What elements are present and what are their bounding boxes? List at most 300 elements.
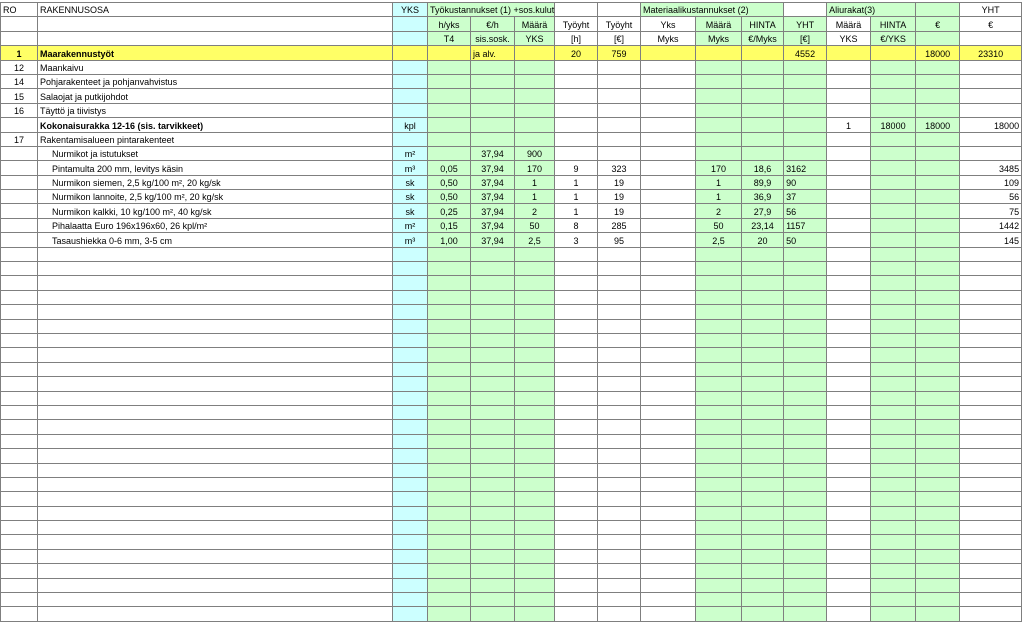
empty-cell[interactable]: [960, 377, 1022, 391]
empty-cell[interactable]: [555, 391, 598, 405]
empty-cell[interactable]: [515, 305, 555, 319]
empty-cell[interactable]: [38, 521, 393, 535]
empty-cell[interactable]: [641, 535, 696, 549]
empty-cell[interactable]: [515, 262, 555, 276]
empty-cell[interactable]: [515, 362, 555, 376]
empty-cell[interactable]: [916, 564, 960, 578]
row-mmaara[interactable]: 1: [696, 190, 742, 204]
header-aliu-group[interactable]: Aliurakat(3): [827, 3, 916, 17]
empty-cell[interactable]: [960, 333, 1022, 347]
header-yks-cell[interactable]: [393, 31, 428, 45]
row-ahinta[interactable]: [871, 175, 916, 189]
header-subcell[interactable]: Myks: [641, 31, 696, 45]
header-subcell[interactable]: €/Myks: [742, 31, 784, 45]
empty-cell[interactable]: [871, 377, 916, 391]
empty-cell[interactable]: [471, 549, 515, 563]
row-eurh[interactable]: [471, 118, 515, 132]
empty-cell[interactable]: [742, 549, 784, 563]
row-hinta[interactable]: [742, 60, 784, 74]
empty-cell[interactable]: [960, 564, 1022, 578]
empty-cell[interactable]: [871, 434, 916, 448]
empty-cell[interactable]: [742, 449, 784, 463]
row-eurh[interactable]: 37,94: [471, 204, 515, 218]
empty-cell[interactable]: [641, 305, 696, 319]
row-eurh[interactable]: 37,94: [471, 146, 515, 160]
empty-cell[interactable]: [555, 420, 598, 434]
empty-cell[interactable]: [598, 593, 641, 607]
empty-cell[interactable]: [641, 549, 696, 563]
empty-cell[interactable]: [784, 449, 827, 463]
empty-cell[interactable]: [515, 290, 555, 304]
empty-cell[interactable]: [916, 362, 960, 376]
empty-cell[interactable]: [598, 319, 641, 333]
row-unit[interactable]: [393, 74, 428, 88]
empty-cell[interactable]: [871, 535, 916, 549]
header-subcell[interactable]: Määrä: [696, 17, 742, 31]
empty-cell[interactable]: [515, 564, 555, 578]
header-ro-cell[interactable]: [1, 31, 38, 45]
header-subcell[interactable]: Yks: [641, 17, 696, 31]
row-ro[interactable]: 17: [1, 132, 38, 146]
empty-cell[interactable]: [641, 290, 696, 304]
empty-cell[interactable]: [827, 391, 871, 405]
empty-cell[interactable]: [696, 434, 742, 448]
empty-cell[interactable]: [555, 463, 598, 477]
empty-cell[interactable]: [742, 276, 784, 290]
row-name[interactable]: Salaojat ja putkijohdot: [38, 89, 393, 103]
empty-cell[interactable]: [38, 564, 393, 578]
empty-cell[interactable]: [916, 262, 960, 276]
empty-cell[interactable]: [393, 276, 428, 290]
empty-cell[interactable]: [696, 362, 742, 376]
empty-cell[interactable]: [598, 333, 641, 347]
row-maara[interactable]: 2,5: [515, 233, 555, 247]
empty-cell[interactable]: [742, 262, 784, 276]
empty-cell[interactable]: [696, 290, 742, 304]
empty-cell[interactable]: [598, 535, 641, 549]
empty-cell[interactable]: [1, 463, 38, 477]
empty-cell[interactable]: [515, 549, 555, 563]
empty-cell[interactable]: [598, 305, 641, 319]
empty-cell[interactable]: [960, 521, 1022, 535]
empty-cell[interactable]: [641, 247, 696, 261]
empty-cell[interactable]: [38, 607, 393, 621]
empty-cell[interactable]: [784, 535, 827, 549]
row-tyoeur[interactable]: 95: [598, 233, 641, 247]
row-myks[interactable]: [641, 89, 696, 103]
empty-cell[interactable]: [742, 477, 784, 491]
empty-cell[interactable]: [696, 262, 742, 276]
row-yht[interactable]: [960, 132, 1022, 146]
header-subcell[interactable]: [h]: [555, 31, 598, 45]
empty-cell[interactable]: [960, 607, 1022, 621]
empty-cell[interactable]: [742, 362, 784, 376]
empty-cell[interactable]: [960, 276, 1022, 290]
row-yht[interactable]: 1442: [960, 218, 1022, 232]
row-hyks[interactable]: 0,50: [428, 190, 471, 204]
row-name[interactable]: Nurmikon kalkki, 10 kg/100 m², 40 kg/sk: [38, 204, 393, 218]
empty-cell[interactable]: [598, 276, 641, 290]
row-name[interactable]: Pohjarakenteet ja pohjanvahvistus: [38, 74, 393, 88]
empty-cell[interactable]: [871, 262, 916, 276]
row-tyoh[interactable]: [555, 132, 598, 146]
empty-cell[interactable]: [871, 276, 916, 290]
summary-ro[interactable]: 1: [1, 46, 38, 60]
row-mmaara[interactable]: 170: [696, 161, 742, 175]
empty-cell[interactable]: [555, 319, 598, 333]
empty-cell[interactable]: [1, 405, 38, 419]
row-mmaara[interactable]: [696, 132, 742, 146]
empty-cell[interactable]: [428, 377, 471, 391]
empty-cell[interactable]: [471, 405, 515, 419]
empty-cell[interactable]: [598, 564, 641, 578]
row-tyoeur[interactable]: 19: [598, 190, 641, 204]
header-name-cell[interactable]: [38, 31, 393, 45]
empty-cell[interactable]: [471, 348, 515, 362]
row-aeur[interactable]: [916, 60, 960, 74]
empty-cell[interactable]: [960, 305, 1022, 319]
empty-cell[interactable]: [428, 333, 471, 347]
row-eurh[interactable]: 37,94: [471, 218, 515, 232]
row-ahinta[interactable]: [871, 103, 916, 117]
row-amaara[interactable]: [827, 60, 871, 74]
empty-cell[interactable]: [784, 290, 827, 304]
header-mat-group[interactable]: Materiaalikustannukset (2): [641, 3, 784, 17]
row-tyoh[interactable]: 1: [555, 204, 598, 218]
row-amaara[interactable]: [827, 103, 871, 117]
empty-cell[interactable]: [784, 348, 827, 362]
empty-cell[interactable]: [1, 262, 38, 276]
empty-cell[interactable]: [696, 333, 742, 347]
header-subcell[interactable]: T4: [428, 31, 471, 45]
empty-cell[interactable]: [916, 449, 960, 463]
empty-cell[interactable]: [428, 262, 471, 276]
empty-cell[interactable]: [641, 477, 696, 491]
row-yht[interactable]: 145: [960, 233, 1022, 247]
empty-cell[interactable]: [38, 319, 393, 333]
empty-cell[interactable]: [960, 262, 1022, 276]
row-name[interactable]: Täyttö ja tiivistys: [38, 103, 393, 117]
empty-cell[interactable]: [784, 477, 827, 491]
empty-cell[interactable]: [471, 449, 515, 463]
empty-cell[interactable]: [1, 477, 38, 491]
row-myks[interactable]: [641, 60, 696, 74]
empty-cell[interactable]: [393, 564, 428, 578]
header-blank[interactable]: [598, 3, 641, 17]
empty-cell[interactable]: [641, 319, 696, 333]
empty-cell[interactable]: [696, 607, 742, 621]
row-hinta[interactable]: [742, 103, 784, 117]
empty-cell[interactable]: [641, 420, 696, 434]
empty-cell[interactable]: [428, 593, 471, 607]
empty-cell[interactable]: [871, 305, 916, 319]
empty-cell[interactable]: [471, 362, 515, 376]
empty-cell[interactable]: [428, 521, 471, 535]
row-myht[interactable]: [784, 74, 827, 88]
empty-cell[interactable]: [1, 420, 38, 434]
empty-cell[interactable]: [742, 564, 784, 578]
empty-cell[interactable]: [598, 463, 641, 477]
empty-cell[interactable]: [515, 377, 555, 391]
row-amaara[interactable]: [827, 190, 871, 204]
row-name[interactable]: Kokonaisurakka 12-16 (sis. tarvikkeet): [38, 118, 393, 132]
empty-cell[interactable]: [827, 319, 871, 333]
empty-cell[interactable]: [38, 434, 393, 448]
summary-cell[interactable]: [871, 46, 916, 60]
empty-cell[interactable]: [428, 305, 471, 319]
empty-cell[interactable]: [471, 593, 515, 607]
empty-cell[interactable]: [555, 262, 598, 276]
row-myht[interactable]: [784, 118, 827, 132]
empty-cell[interactable]: [515, 348, 555, 362]
row-aeur[interactable]: [916, 175, 960, 189]
row-amaara[interactable]: [827, 89, 871, 103]
row-amaara[interactable]: [827, 161, 871, 175]
row-eurh[interactable]: 37,94: [471, 175, 515, 189]
empty-cell[interactable]: [742, 506, 784, 520]
empty-cell[interactable]: [598, 521, 641, 535]
empty-cell[interactable]: [1, 276, 38, 290]
empty-cell[interactable]: [696, 449, 742, 463]
row-eurh[interactable]: 37,94: [471, 161, 515, 175]
empty-cell[interactable]: [428, 535, 471, 549]
empty-cell[interactable]: [598, 348, 641, 362]
row-amaara[interactable]: [827, 204, 871, 218]
empty-cell[interactable]: [916, 420, 960, 434]
row-mmaara[interactable]: [696, 118, 742, 132]
row-myht[interactable]: [784, 60, 827, 74]
empty-cell[interactable]: [1, 564, 38, 578]
empty-cell[interactable]: [641, 492, 696, 506]
row-tyoeur[interactable]: [598, 60, 641, 74]
empty-cell[interactable]: [471, 276, 515, 290]
empty-cell[interactable]: [515, 276, 555, 290]
empty-cell[interactable]: [38, 362, 393, 376]
empty-cell[interactable]: [916, 434, 960, 448]
empty-cell[interactable]: [598, 377, 641, 391]
empty-cell[interactable]: [393, 463, 428, 477]
empty-cell[interactable]: [827, 405, 871, 419]
empty-cell[interactable]: [515, 593, 555, 607]
empty-cell[interactable]: [641, 506, 696, 520]
empty-cell[interactable]: [38, 477, 393, 491]
empty-cell[interactable]: [960, 492, 1022, 506]
empty-cell[interactable]: [38, 506, 393, 520]
row-tyoeur[interactable]: 323: [598, 161, 641, 175]
empty-cell[interactable]: [784, 492, 827, 506]
row-aeur[interactable]: 18000: [916, 118, 960, 132]
empty-cell[interactable]: [428, 420, 471, 434]
empty-cell[interactable]: [784, 420, 827, 434]
header-blank[interactable]: [784, 3, 827, 17]
row-hyks[interactable]: [428, 132, 471, 146]
row-tyoh[interactable]: 1: [555, 190, 598, 204]
header-yks[interactable]: YKS: [393, 3, 428, 17]
empty-cell[interactable]: [471, 492, 515, 506]
empty-cell[interactable]: [641, 564, 696, 578]
empty-cell[interactable]: [38, 262, 393, 276]
empty-cell[interactable]: [598, 362, 641, 376]
row-myks[interactable]: [641, 233, 696, 247]
row-myks[interactable]: [641, 190, 696, 204]
row-name[interactable]: Nurmikon siemen, 2,5 kg/100 m², 20 kg/sk: [38, 175, 393, 189]
row-yht[interactable]: [960, 103, 1022, 117]
row-yht[interactable]: 75: [960, 204, 1022, 218]
empty-cell[interactable]: [696, 420, 742, 434]
empty-cell[interactable]: [916, 593, 960, 607]
empty-cell[interactable]: [555, 290, 598, 304]
empty-cell[interactable]: [38, 276, 393, 290]
empty-cell[interactable]: [960, 477, 1022, 491]
empty-cell[interactable]: [742, 333, 784, 347]
empty-cell[interactable]: [428, 319, 471, 333]
empty-cell[interactable]: [827, 549, 871, 563]
empty-cell[interactable]: [471, 420, 515, 434]
empty-cell[interactable]: [393, 521, 428, 535]
row-tyoh[interactable]: 1: [555, 175, 598, 189]
row-ro[interactable]: 14: [1, 74, 38, 88]
empty-cell[interactable]: [742, 247, 784, 261]
empty-cell[interactable]: [515, 521, 555, 535]
empty-cell[interactable]: [784, 593, 827, 607]
row-myks[interactable]: [641, 218, 696, 232]
empty-cell[interactable]: [742, 305, 784, 319]
empty-cell[interactable]: [916, 521, 960, 535]
empty-cell[interactable]: [742, 391, 784, 405]
row-amaara[interactable]: [827, 175, 871, 189]
empty-cell[interactable]: [393, 449, 428, 463]
row-hyks[interactable]: 1,00: [428, 233, 471, 247]
empty-cell[interactable]: [555, 276, 598, 290]
row-name[interactable]: Nurmikot ja istutukset: [38, 146, 393, 160]
row-ro[interactable]: [1, 175, 38, 189]
row-myks[interactable]: [641, 146, 696, 160]
row-maara[interactable]: [515, 60, 555, 74]
row-hyks[interactable]: 0,25: [428, 204, 471, 218]
row-maara[interactable]: [515, 132, 555, 146]
empty-cell[interactable]: [393, 535, 428, 549]
empty-cell[interactable]: [641, 405, 696, 419]
row-ahinta[interactable]: [871, 218, 916, 232]
empty-cell[interactable]: [871, 290, 916, 304]
empty-cell[interactable]: [471, 477, 515, 491]
empty-cell[interactable]: [641, 607, 696, 621]
empty-cell[interactable]: [471, 463, 515, 477]
empty-cell[interactable]: [38, 420, 393, 434]
empty-cell[interactable]: [555, 247, 598, 261]
empty-cell[interactable]: [916, 348, 960, 362]
empty-cell[interactable]: [555, 578, 598, 592]
empty-cell[interactable]: [393, 391, 428, 405]
row-yht[interactable]: 18000: [960, 118, 1022, 132]
empty-cell[interactable]: [871, 506, 916, 520]
row-ahinta[interactable]: [871, 190, 916, 204]
empty-cell[interactable]: [827, 477, 871, 491]
empty-cell[interactable]: [784, 549, 827, 563]
empty-cell[interactable]: [471, 521, 515, 535]
empty-cell[interactable]: [393, 305, 428, 319]
empty-cell[interactable]: [555, 593, 598, 607]
summary-name[interactable]: Maarakennustyöt: [38, 46, 393, 60]
empty-cell[interactable]: [827, 434, 871, 448]
empty-cell[interactable]: [393, 319, 428, 333]
empty-cell[interactable]: [515, 247, 555, 261]
header-subcell[interactable]: HINTA: [742, 17, 784, 31]
empty-cell[interactable]: [598, 578, 641, 592]
empty-cell[interactable]: [515, 333, 555, 347]
empty-cell[interactable]: [471, 506, 515, 520]
row-mmaara[interactable]: 50: [696, 218, 742, 232]
row-aeur[interactable]: [916, 218, 960, 232]
empty-cell[interactable]: [916, 477, 960, 491]
empty-cell[interactable]: [471, 391, 515, 405]
empty-cell[interactable]: [598, 506, 641, 520]
empty-cell[interactable]: [555, 492, 598, 506]
empty-cell[interactable]: [555, 362, 598, 376]
header-blank[interactable]: [916, 3, 960, 17]
empty-cell[interactable]: [742, 463, 784, 477]
row-tyoeur[interactable]: [598, 146, 641, 160]
row-tyoeur[interactable]: [598, 89, 641, 103]
row-ro[interactable]: [1, 190, 38, 204]
empty-cell[interactable]: [827, 535, 871, 549]
empty-cell[interactable]: [428, 362, 471, 376]
row-name[interactable]: Nurmikon lannoite, 2,5 kg/100 m², 20 kg/sk: [38, 190, 393, 204]
empty-cell[interactable]: [471, 578, 515, 592]
empty-cell[interactable]: [827, 420, 871, 434]
empty-cell[interactable]: [742, 420, 784, 434]
header-subcell[interactable]: [960, 31, 1022, 45]
summary-work-hours[interactable]: 20: [555, 46, 598, 60]
empty-cell[interactable]: [696, 506, 742, 520]
header-blank[interactable]: [555, 3, 598, 17]
row-hinta[interactable]: 27,9: [742, 204, 784, 218]
empty-cell[interactable]: [916, 492, 960, 506]
empty-cell[interactable]: [515, 578, 555, 592]
empty-cell[interactable]: [393, 492, 428, 506]
header-subcell[interactable]: [916, 31, 960, 45]
empty-cell[interactable]: [696, 477, 742, 491]
row-tyoh[interactable]: [555, 74, 598, 88]
row-hinta[interactable]: [742, 118, 784, 132]
empty-cell[interactable]: [38, 549, 393, 563]
row-mmaara[interactable]: [696, 74, 742, 88]
row-myks[interactable]: [641, 161, 696, 175]
row-ro[interactable]: 12: [1, 60, 38, 74]
row-mmaara[interactable]: 1: [696, 175, 742, 189]
empty-cell[interactable]: [598, 449, 641, 463]
empty-cell[interactable]: [696, 549, 742, 563]
empty-cell[interactable]: [515, 477, 555, 491]
row-maara[interactable]: 1: [515, 190, 555, 204]
empty-cell[interactable]: [960, 247, 1022, 261]
row-unit[interactable]: sk: [393, 204, 428, 218]
row-tyoeur[interactable]: [598, 132, 641, 146]
empty-cell[interactable]: [784, 578, 827, 592]
row-myht[interactable]: [784, 103, 827, 117]
row-maara[interactable]: 50: [515, 218, 555, 232]
empty-cell[interactable]: [428, 564, 471, 578]
row-eurh[interactable]: [471, 60, 515, 74]
empty-cell[interactable]: [696, 348, 742, 362]
empty-cell[interactable]: [393, 290, 428, 304]
empty-cell[interactable]: [960, 362, 1022, 376]
empty-cell[interactable]: [641, 333, 696, 347]
empty-cell[interactable]: [641, 449, 696, 463]
row-eurh[interactable]: 37,94: [471, 233, 515, 247]
empty-cell[interactable]: [960, 319, 1022, 333]
empty-cell[interactable]: [428, 247, 471, 261]
